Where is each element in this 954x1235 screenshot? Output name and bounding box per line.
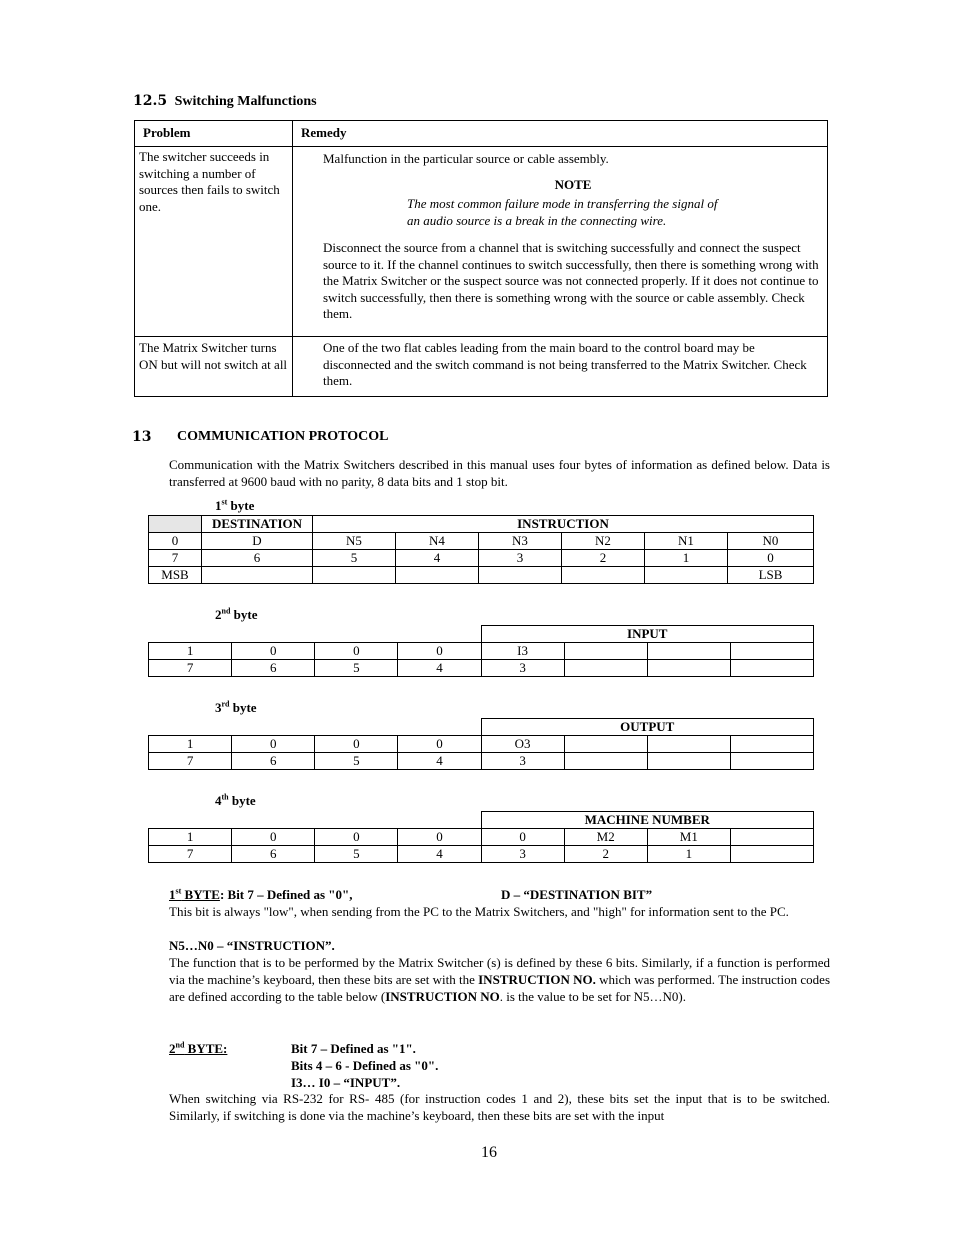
instruction-text-part: which was performed. The instruction codes are defined according to the table below ( [169,972,830,1004]
byte1-desc-title [169,887,220,902]
lsb-label: LSB [728,567,814,584]
byte4-table [148,811,814,863]
instruction-bold-term: INSTRUCTION NO. [478,972,596,987]
note-line-2: an audio source is a break in the connecting wire. [407,212,667,228]
byte2-bit-row [149,660,814,677]
byte3-value-row [149,736,814,753]
page-number: 16 [481,1144,497,1161]
bit-value: 1 [149,643,232,660]
bit-value [730,829,813,846]
bit-index: 1 [645,550,728,567]
byte4-value-row [149,829,814,846]
bit-index: 4 [398,753,481,770]
remedy-intro: Malfunction in the particular source or cable assembly. [323,151,609,166]
bit-value: N1 [645,533,728,550]
label-sup: rd [221,699,230,709]
instruction-text-part: . is the value to be set for N5…N0). [499,989,687,1004]
label-word: byte [227,498,255,513]
bit-value: I3 [481,643,564,660]
destination-bit-heading: D – “DESTINATION BIT” [501,887,653,902]
bit-index: 7 [149,753,232,770]
remedy-cell: One of the two flat cables leading from the main board to the control board may be disconnected and the switch command is not being transferred to the Matrix Switcher. Check them. [293,337,828,397]
bit-index [564,753,647,770]
table-row [135,147,828,337]
byte3-bit-row [149,753,814,770]
byte4-header-row [149,812,814,829]
instruction-header: INSTRUCTION [313,516,814,533]
msb-label: MSB [149,567,202,584]
byte3-label [215,700,257,716]
note-line-1: The most common failure mode in transferring the signal of [407,196,718,211]
instruction-bold-term: INSTRUCTION NO [385,989,500,1004]
label-num: 2 [215,607,222,622]
empty-cell [313,567,396,584]
bit-value [647,643,730,660]
label-sup: nd [221,606,231,616]
bit-value: 1 [149,829,232,846]
bit7-definition: : Bit 7 – Defined as "0", [219,887,353,902]
bit-value: 0 [398,643,481,660]
section-number: 13 [132,429,152,445]
bit-index: 5 [313,550,396,567]
bit-value: 0 [232,643,315,660]
bit-value: 1 [149,736,232,753]
bit-value: 0 [481,829,564,846]
heading-word: BYTE: [184,1041,228,1056]
note-heading: NOTE [554,176,592,192]
machine-number-header: MACHINE NUMBER [481,812,814,829]
section-title: COMMUNICATION PROTOCOL [177,429,389,444]
empty-cell [479,567,562,584]
bit-index [564,660,647,677]
bit-value: 0 [398,736,481,753]
section-title: Switching Malfunctions [174,94,317,109]
bit-value [647,736,730,753]
destination-bit-text: This bit is always "low", when sending from the PC to the Matrix Switchers, and "high" for information sent to the PC. [169,904,789,919]
bit-index: 7 [149,550,202,567]
bit-index: 3 [481,753,564,770]
spacer-cell [149,719,482,736]
output-header: OUTPUT [481,719,814,736]
bit-value: M1 [647,829,730,846]
label-sup: st [221,497,228,507]
bit-value: N4 [396,533,479,550]
heading-word: BYTE [181,887,220,902]
empty-cell [562,567,645,584]
empty-cell [202,567,313,584]
bit-index: 6 [232,660,315,677]
label-num: 4 [215,793,222,808]
protocol-intro: Communication with the Matrix Switchers described in this manual uses four bytes of information as defined below. Data is transferred at 9600 baud with no parity, 8 data bits and 1 stop bit. [169,457,830,489]
byte4-bit-row [149,846,814,863]
bit-index [730,660,813,677]
byte2-header-row [149,626,814,643]
bit-index [730,753,813,770]
table-row [135,337,828,397]
bit-index: 5 [315,753,398,770]
bit-index: 6 [202,550,313,567]
bit-value: N5 [313,533,396,550]
bit-index: 5 [315,846,398,863]
problem-header: Problem [135,121,293,147]
remedy-detail: Disconnect the source from a channel that is switching successfully and connect the suspect source to it. If the channel continues to switch successfully, then there is something wrong with the Matrix Switcher or the suspect source was not connected properly. If it does not continue to switch successfully, then there is something wrong with the source or cable assembly. Check them. [323,240,819,321]
bit-index: 4 [398,660,481,677]
bit-index: 6 [232,753,315,770]
bit-index: 3 [481,660,564,677]
problem-cell: The switcher succeeds in switching a number of sources then fails to switch one. [135,147,293,337]
bit-value: O3 [481,736,564,753]
byte1-header-row [149,516,814,533]
input-header: INPUT [481,626,814,643]
byte2-desc-title [169,1040,227,1057]
bit-index: 5 [315,660,398,677]
bit-value: 0 [149,533,202,550]
bit-value: 0 [232,829,315,846]
byte3-table [148,718,814,770]
instruction-text [169,954,830,1005]
instruction-text-part: The function that is to be performed by the Matrix Switcher (s) is defined by these 6 bits. Similarly, if a function is performed via the machine’s keyboard, then these bits are set with the [169,955,830,987]
bit-value [730,736,813,753]
malfunction-table [134,120,828,397]
bit-index: 7 [149,660,232,677]
byte3-header-row [149,719,814,736]
empty-cell [396,567,479,584]
bit-value: M2 [564,829,647,846]
bit-index [730,846,813,863]
bit-index: 6 [232,846,315,863]
label-word: byte [229,700,257,715]
remedy-cell [293,147,828,337]
bit-index: 4 [396,550,479,567]
bit-index: 3 [479,550,562,567]
label-num: 3 [215,700,222,715]
bit-value: N2 [562,533,645,550]
byte2-value-row [149,643,814,660]
byte1-table [148,515,814,584]
bit-index: 3 [481,846,564,863]
byte2-label [215,607,258,623]
section-12-5-heading [133,93,317,110]
bit-value: D [202,533,313,550]
spacer-cell [149,626,482,643]
bit-index: 7 [149,846,232,863]
bit-value: 0 [232,736,315,753]
bit-value [564,736,647,753]
spacer-cell [149,812,482,829]
destination-header: DESTINATION [202,516,313,533]
empty-cell [645,567,728,584]
problem-cell: The Matrix Switcher turns ON but will not switch at all [135,337,293,397]
byte2-line-2: Bits 4 – 6 - Defined as "0". [291,1058,439,1073]
label-sup: th [221,792,229,802]
bit-index: 4 [398,846,481,863]
bit-index [647,753,730,770]
bit-value [730,643,813,660]
bit-value [564,643,647,660]
table-header-row [135,121,828,147]
byte1-msb-row [149,567,814,584]
bit-index: 2 [564,846,647,863]
byte2-text: When switching via RS-232 for RS- 485 (for instruction codes 1 and 2), these bits set the input that is to be switched. Similarly, if switching is done via the machine’s keyboard, then these bits are set with the input [169,1091,830,1123]
label-word: byte [228,793,256,808]
section-number: 12.5 [133,93,168,109]
bit-value: 0 [315,643,398,660]
byte2-line-3: I3… I0 – “INPUT”. [291,1075,401,1090]
byte4-label [215,793,256,809]
bit-value: 0 [315,736,398,753]
note-text [407,196,823,229]
bit-value: 0 [315,829,398,846]
heading-num: 1 [169,887,176,902]
byte1-desc-heading [169,886,830,903]
byte1-label [215,498,254,514]
blank-cell [149,516,202,533]
bit-value: N0 [728,533,814,550]
byte1-value-row [149,533,814,550]
label-num: 1 [215,498,222,513]
heading-sup: nd [175,1040,185,1050]
byte2-table [148,625,814,677]
bit-index: 2 [562,550,645,567]
section-13-heading [132,429,389,446]
bit-index: 1 [647,846,730,863]
byte1-bit-row [149,550,814,567]
heading-sup: st [175,886,182,896]
bit-value: N3 [479,533,562,550]
remedy-header: Remedy [293,121,828,147]
bit-index [647,660,730,677]
bit-index: 0 [728,550,814,567]
instruction-heading: N5…N0 – “INSTRUCTION”. [169,938,335,953]
heading-num: 2 [169,1041,176,1056]
label-word: byte [230,607,258,622]
bit-value: 0 [398,829,481,846]
byte2-line-1: Bit 7 – Defined as "1". [291,1041,416,1056]
